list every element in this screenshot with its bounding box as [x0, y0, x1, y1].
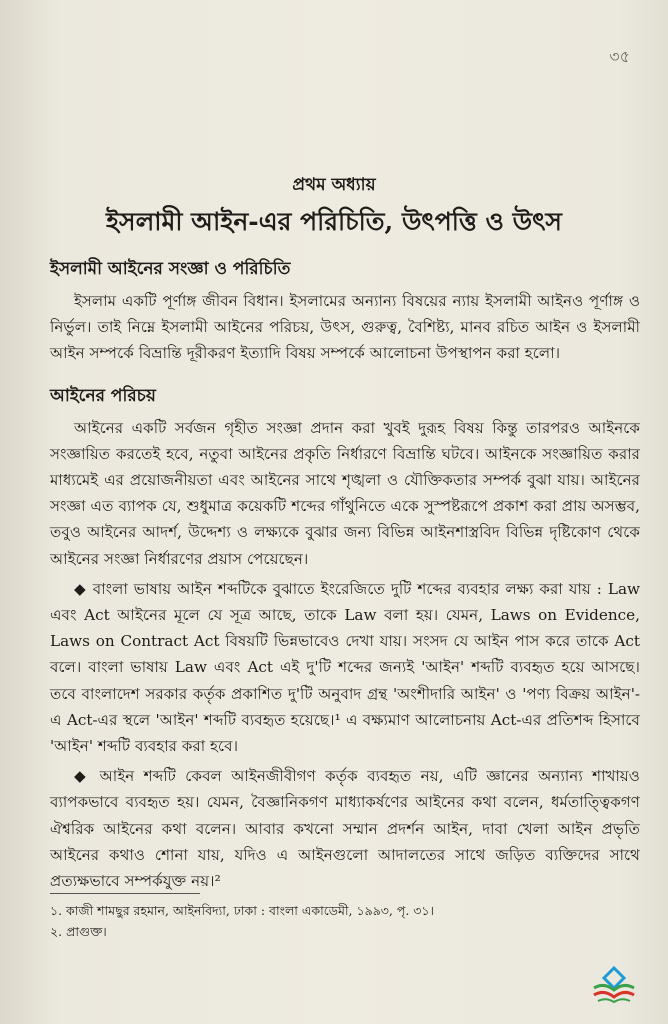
open-book-logo-icon: [588, 966, 640, 1006]
page-number: ৩৫: [609, 47, 630, 66]
bullet-paragraph: ◆ বাংলা ভাষায় আইন শব্দটিকে বুঝাতে ইংরেজিতে দুটি শব্দের ব্যবহার লক্ষ্য করা যায় : Law এবং Act আইনের মূলে যে সূত্র আছে, তাকে Law বলা হয়। যেমন, Laws on Evidence, Laws on Contract Act বিষয়টি ভিন্নভাবেও দেখা যায়। সংসদ যে আইন পাস করে তাকে Act বলে। বাংলা ভাষায় Law এবং Act এই দু'টি শব্দের জন্যই 'আইন' শব্দটি ব্যবহৃত হয়ে আসছে। তবে বাংলাদেশ সরকার কর্তৃক প্রকাশিত দু'টি অনুবাদ গ্রন্থ 'অংশীদারি আইন' ও 'পণ্য বিক্রয় আইন'-এ Act-এর স্থলে 'আইন' শব্দটি ব্যবহৃত হয়েছে।¹ এ বক্ষ্যমাণ আলোচনায় Act-এর প্রতিশব্দ হিসাবে 'আইন' শব্দটি ব্যবহার করা হবে।: [50, 579, 640, 756]
footnote-rule: [50, 893, 200, 894]
footnote: ১. কাজী শামছুর রহমান, আইনবিদ্যা, ঢাকা : বাংলা একাডেমী, ১৯৯৩, পৃ. ৩১।: [50, 903, 435, 918]
paragraph: আইনের একটি সর্বজন গৃহীত সংজ্ঞা প্রদান করা খুবই দুরূহ বিষয় কিন্তু তারপরও আইনকে সংজ্ঞায়িত করতেই হবে, নতুবা আইনের প্রকৃতি নির্ধারণে বিভ্রান্তি ঘটবে। আইনকে সংজ্ঞায়িত করার মাধ্যমেই এর প্রয়োজনীয়তা এবং আইনের সাথে শৃঙ্খলা ও যৌক্তিকতার সম্পর্ক বুঝা যায়। আইনের সংজ্ঞা এত ব্যাপক যে, শুধুমাত্র কয়েকটি শব্দের গাঁথুনিতে একে সুস্পষ্টরূপে প্রকাশ করা প্রায় অসম্ভব, তবুও আইনের আদর্শ, উদ্দেশ্য ও লক্ষ্যকে বুঝার জন্য বিভিন্ন আইনশাস্ত্রবিদ বিভিন্ন দৃষ্টিকোণ থেকে আইনের সংজ্ঞা নির্ধারণের প্রয়াস পেয়েছেন।: [50, 418, 640, 568]
chapter-label: প্রথম অধ্যায়: [292, 175, 376, 195]
footnotes: [50, 900, 640, 942]
bullet-paragraph: ◆ আইন শব্দটি কেবল আইনজীবীগণ কর্তৃক ব্যবহৃত নয়, এটি জ্ঞানের অন্যান্য শাখায়ও ব্যাপকভাবে ব্যবহৃত হয়। যেমন, বৈজ্ঞানিকগণ মাধ্যাকর্ষণের আইনের কথা বলেন, ধর্মতাত্ত্বিকগণ ঐশ্বরিক আইনের কথা বলেন। আবার কখনো সম্মান প্রদর্শন আইন, দাবা খেলা আইন প্রভৃতি আইনের কথাও শোনা যায়, যদিও এ আইনগুলো আদালতের সাথে জড়িত ব্যক্তিদের সাথে প্রত্যক্ষভাবে সম্পর্কযুক্ত নয়।²: [50, 767, 640, 891]
section-heading-definition: ইসলামী আইনের সংজ্ঞা ও পরিচিতি: [50, 259, 291, 279]
section-heading-law-introduction: আইনের পরিচয়: [50, 385, 156, 406]
page-body: [50, 256, 640, 894]
paragraph: ইসলাম একটি পূর্ণাঙ্গ জীবন বিধান। ইসলামের অন্যান্য বিষয়ের ন্যায় ইসলামী আইনও পূর্ণাঙ্গ ও নির্ভুল। তাই নিম্নে ইসলামী আইনের পরিচয়, উৎস, গুরুত্ব, বৈশিষ্ট্য, মানব রচিত আইন ও ইসলামী আইন সম্পর্কে বিভ্রান্তি দূরীকরণ ইত্যাদি বিষয় সম্পর্কে আলোচনা উপস্থাপন করা হলো।: [50, 292, 640, 363]
footnote: ২. প্রাগুক্ত।: [50, 924, 107, 939]
chapter-title: ইসলামী আইন-এর পরিচিতি, উৎপত্তি ও উৎস: [106, 207, 562, 236]
